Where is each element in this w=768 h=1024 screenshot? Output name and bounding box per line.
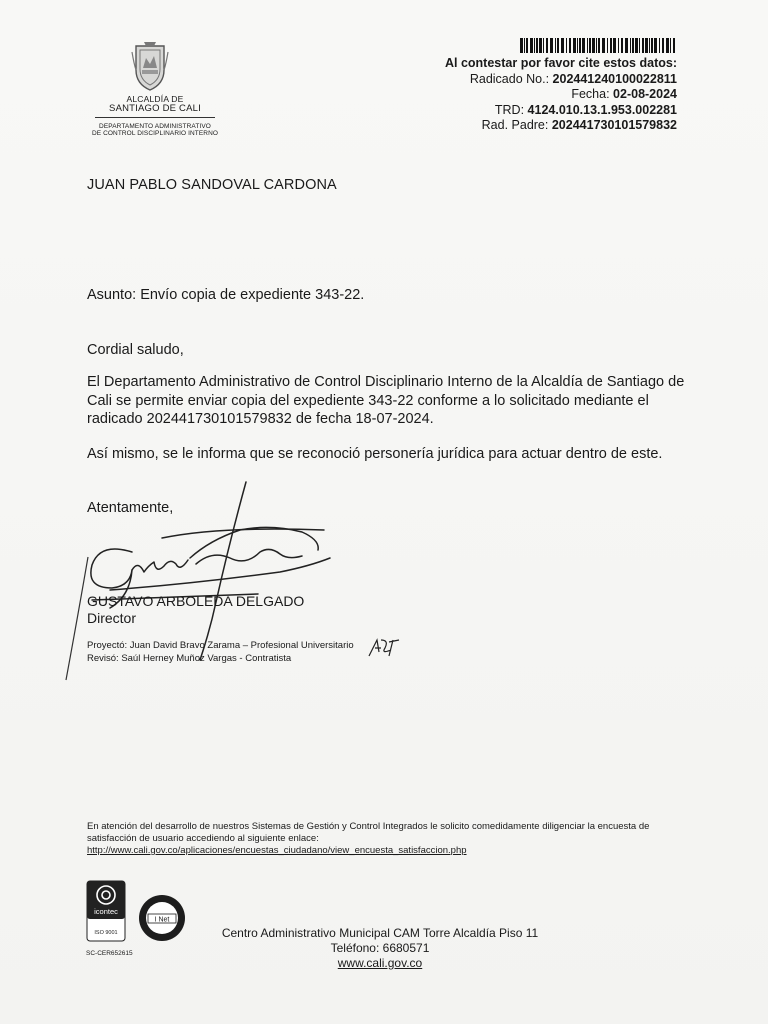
barcode-bar (645, 38, 648, 53)
body-paragraph-2: Así mismo, se le informa que se reconoció personería jurídica para actuar dentro de este. (87, 446, 663, 462)
barcode-bar (618, 38, 619, 53)
barcode-bar (534, 38, 535, 53)
rad-padre-label: Rad. Padre: (481, 118, 549, 132)
barcode-bar (630, 38, 631, 53)
projected-by: Proyectó: Juan David Bravo Zarama – Profesional Universitario (87, 640, 354, 651)
signer-title: Director (87, 610, 137, 626)
organization-block (80, 95, 230, 138)
cite-header: Al contestar por favor cite estos datos: (444, 56, 677, 70)
org-line-2: SANTIAGO DE CALI (109, 102, 201, 114)
rad-padre-row (445, 118, 677, 134)
barcode-bar (561, 38, 564, 53)
greeting: Cordial saludo, (87, 342, 184, 358)
barcode-bar (662, 38, 664, 53)
barcode-bar (666, 38, 669, 53)
barcode-bar (587, 38, 588, 53)
barcode-bar (651, 38, 653, 53)
reviewed-by: Revisó: Saúl Herney Muñoz Vargas - Contratista (87, 652, 292, 664)
barcode-icon (520, 38, 676, 53)
barcode-bar (673, 38, 675, 53)
barcode-bar (536, 38, 538, 53)
footer-address: Centro Administrativo Municipal CAM Torre Alcaldía Piso 11 (221, 926, 539, 940)
body-paragraph-1: El Departamento Administrativo de Control Disciplinario Interno de la Alcaldía de Santiago de Cali se permite enviar copia del expediente 343-22 conforme a lo solicitado mediante el radicado 202441730101579832 de fecha 18-07-2024. (87, 374, 685, 427)
barcode-bar (670, 38, 671, 53)
citation-block (445, 56, 677, 134)
barcode-bar (530, 38, 533, 53)
barcode-bar (596, 38, 597, 53)
barcode-bar (566, 38, 567, 53)
barcode-bar (579, 38, 581, 53)
recipient-name: JUAN PABLO SANDOVAL CARDONA (87, 177, 337, 193)
trd-value: 4124.010.13.1.953.002281 (527, 102, 677, 117)
credits-block (87, 640, 354, 665)
barcode-bar (607, 38, 608, 53)
survey-notice (87, 821, 687, 857)
barcode-bar (659, 38, 660, 53)
fecha-value: 02-08-2024 (613, 87, 677, 101)
radicado-label: Radicado No.: (469, 71, 550, 86)
barcode-bar (621, 38, 623, 53)
barcode-bar (602, 38, 605, 53)
fecha-label: Fecha: (571, 87, 610, 101)
radicado-value: 202441240100022811 (552, 71, 677, 86)
barcode-bar (557, 38, 559, 53)
footer-block (200, 926, 560, 971)
closing-line: Atentamente, (87, 500, 174, 516)
barcode-bar (569, 38, 571, 53)
org-divider (95, 117, 215, 118)
barcode-bar (577, 38, 578, 53)
fecha-row (445, 87, 677, 103)
barcode-bar (642, 38, 644, 53)
barcode-bar (654, 38, 657, 53)
footer-website-link[interactable]: www.cali.gov.co (337, 956, 423, 970)
subject-line: Asunto: Envío copia de expediente 343-22. (87, 287, 365, 303)
barcode-bar (550, 38, 553, 53)
iqnet-label: I Net (154, 916, 170, 924)
iqnet-seal-icon (137, 893, 187, 943)
survey-notice-text: En atención del desarrollo de nuestros Sistemas de Gestión y Control Integrados le solicito comedidamente diligenciar la encuesta de satisfacción de usuario accediendo al siguiente enlace: (87, 821, 650, 844)
barcode-bar (649, 38, 650, 53)
handwritten-initials (367, 636, 403, 658)
barcode-bar (526, 38, 528, 53)
barcode-bar (582, 38, 585, 53)
barcode-bar (589, 38, 591, 53)
signer-block (87, 593, 304, 627)
barcode-bar (610, 38, 612, 53)
signature-stroke (60, 555, 90, 685)
barcode-bar (573, 38, 576, 53)
barcode-bar (543, 38, 544, 53)
icontec-seal-icon (86, 880, 126, 942)
trd-row (445, 103, 677, 119)
barcode-bar (639, 38, 640, 53)
barcode-bar (555, 38, 556, 53)
radicado-row (445, 72, 677, 88)
certificate-code: SC-CER652615 (86, 950, 133, 957)
trd-label: TRD: (494, 102, 525, 117)
barcode-bar (632, 38, 634, 53)
barcode-bar (546, 38, 548, 53)
dept-line-2: DE CONTROL DISCIPLINARIO INTERNO (91, 129, 219, 137)
icontec-label: icontec (94, 907, 118, 916)
barcode-bar (625, 38, 628, 53)
survey-link[interactable]: http://www.cali.gov.co/aplicaciones/encuestas_ciudadano/view_encuesta_satisfaccion.php (87, 845, 467, 856)
barcode-bar (520, 38, 523, 53)
barcode-bar (592, 38, 595, 53)
signer-name: GUSTAVO ARBOLEDA DELGADO (87, 593, 305, 609)
dept-line-1: DEPARTAMENTO ADMINISTRATIVO (99, 122, 211, 130)
iso-label: ISO 9001 (94, 930, 118, 936)
coat-of-arms-icon (130, 40, 170, 92)
barcode-bar (598, 38, 600, 53)
barcode-bar (613, 38, 616, 53)
barcode-bar (524, 38, 525, 53)
footer-phone: Teléfono: 6680571 (330, 941, 430, 955)
rad-padre-value: 202441730101579832 (551, 118, 677, 132)
org-line-1: ALCALDÍA DE (126, 94, 184, 104)
barcode-bar (539, 38, 542, 53)
barcode-bar (635, 38, 638, 53)
